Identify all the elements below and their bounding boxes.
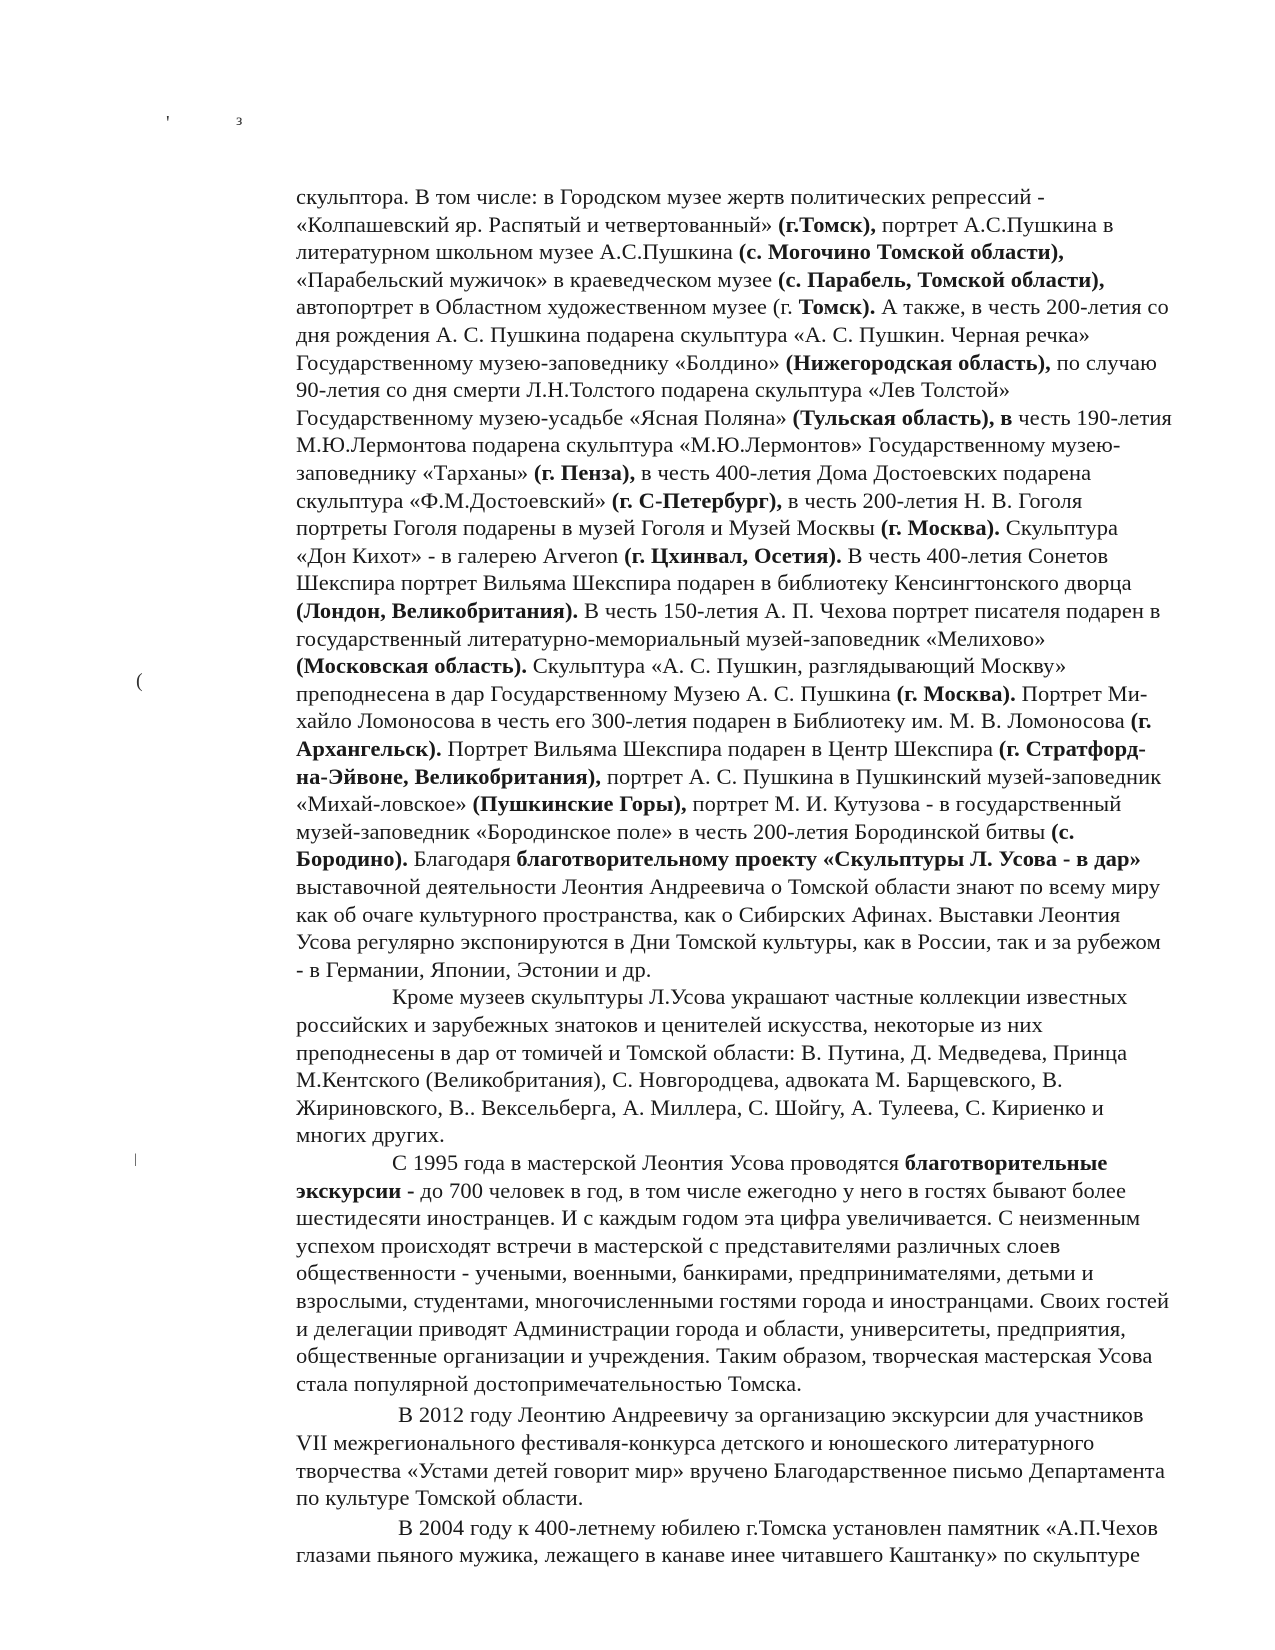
text: шестидесяти иностранцев. И с каждым годом эта цифра увеличивается. С неизменным xyxy=(296,1205,1141,1231)
bold-text: (г. Москва). xyxy=(896,680,1016,706)
text: В честь 400-летия Сонетов xyxy=(841,542,1109,568)
bold-text: (Пушкинские Горы), xyxy=(472,791,687,817)
bold-text: Томск). xyxy=(798,294,876,320)
text: музей-заповедник «Бородинское поле» в честь 200-летия Бородинской битвы xyxy=(296,818,1052,844)
text: и делегации приводят Администрации города и области, университеты, предприятия, xyxy=(296,1315,1126,1341)
text: скульптора. В том числе: в Городском музее жертв политических репрессий - xyxy=(296,184,1045,209)
document-line xyxy=(296,513,1118,542)
document-line xyxy=(296,872,1160,901)
bold-text: (с. Могочино Томской области), xyxy=(738,239,1065,265)
bold-text: (Нижегородская область), xyxy=(785,349,1051,375)
bold-text: (г. Пенза), xyxy=(533,460,636,485)
text: в честь 400-летия Дома Достоевских подарена xyxy=(635,460,1092,485)
document-line xyxy=(296,486,1082,515)
document-line xyxy=(296,430,1121,459)
bold-text: (г. xyxy=(1130,708,1152,734)
document-line xyxy=(296,1483,584,1512)
bold-text: (с. Парабель, Томской области), xyxy=(777,266,1105,292)
text: дня рождения А. С. Пушкина подарена скульптура «А. С. Пушкин. Черная речка» xyxy=(296,322,1090,347)
bold-text: (г. С-Петербург), xyxy=(611,487,783,513)
document-line xyxy=(296,624,1046,653)
bold-text: на-Эйвоне, Великобритания), xyxy=(296,763,602,789)
document-line xyxy=(296,900,1120,929)
text: Шекспира портрет Вильяма Шекспира подарен в библиотеку Кенсингтонского дворца xyxy=(296,570,1132,596)
text: заповеднику «Тарханы» xyxy=(296,460,534,485)
document-line xyxy=(296,1314,1126,1343)
text: Усова регулярно экспонируются в Дни Томской культуры, как в России, так и за рубежом xyxy=(296,929,1161,955)
bold-text: (Тульская область), в xyxy=(792,404,1013,430)
text: Благодаря xyxy=(407,846,517,872)
text: до 700 человек в год, в том числе ежегодно у него в гостях бывают более xyxy=(414,1177,1127,1203)
text: С 1995 года в мастерской Леонтия Усова проводятся xyxy=(392,1150,905,1175)
text: общественности - учеными, военными, банкирами, предпринимателями, детьми и xyxy=(296,1260,1094,1286)
text: российских и зарубежных знатоков и ценителей искусства, некоторые из них xyxy=(296,1012,1043,1037)
text: М.Ю.Лермонтова подарена скульптура «М.Ю.Лермонтов» Государственному музею- xyxy=(296,432,1121,458)
text: автопортрет в Областном художественном музее (г. xyxy=(296,294,799,320)
text: Скульптура «А. С. Пушкин, разглядывающий Москву» xyxy=(527,653,1067,679)
document-line xyxy=(296,844,1141,873)
document-line xyxy=(296,237,1064,266)
text: выставочной деятельности Леонтия Андреевича о Томской области знают по всему миру xyxy=(296,874,1161,899)
document-line xyxy=(296,762,1161,791)
text: Портрет Ми- xyxy=(1015,680,1148,706)
document-text-body xyxy=(296,182,1275,1650)
text: портреты Гоголя подарены в музей Гоголя и Музей Москвы xyxy=(296,515,881,541)
text: общественные организации и учреждения. Таким образом, творческая мастерская Усова xyxy=(296,1343,1153,1369)
text: «Михай-ловское» xyxy=(296,791,473,817)
bold-text: Бородино). xyxy=(296,846,408,872)
text: - в Германии, Японии, Эстонии и др. xyxy=(296,956,652,982)
document-line xyxy=(296,1428,1094,1457)
bold-text: (г. Цхинвал, Осетия). xyxy=(624,542,842,568)
bold-text: благотворительные xyxy=(904,1150,1108,1175)
document-line xyxy=(296,1231,1060,1260)
document-line xyxy=(296,596,1161,625)
document-line xyxy=(296,1286,1169,1315)
text: Портрет Вильяма Шекспира подарен в Центр Шекспира xyxy=(441,736,999,761)
text: по культуре Томской области. xyxy=(296,1485,584,1511)
text: А также, в честь 200-летия со xyxy=(875,294,1169,320)
text: как об очаге культурного пространства, как о Сибирских Афинах. Выставки Леонтия xyxy=(296,901,1121,927)
document-line xyxy=(296,265,1105,294)
document-line xyxy=(296,1120,445,1149)
bold-text: (с. xyxy=(1051,818,1075,844)
text: успехом происходят встречи в мастерской с представителями различных слоев xyxy=(296,1232,1061,1258)
text: Государственному музею-усадьбе «Ясная Поляна» xyxy=(296,404,793,430)
text: портрет А.С.Пушкина в xyxy=(876,211,1114,237)
text: В 2012 году Леонтию Андреевичу за организацию экскурсии для участников xyxy=(398,1402,1144,1428)
document-line xyxy=(296,927,1161,956)
document-line xyxy=(296,348,1157,377)
text: В 2004 году к 400-летнему юбилею г.Томска установлен памятник «А.П.Чехов xyxy=(398,1514,1159,1540)
text: преподнесены в дар от томичей и Томской области: В. Путина, Д. Медведева, Принца xyxy=(296,1039,1128,1065)
bold-text: (г. Москва). xyxy=(880,515,1000,541)
document-line xyxy=(296,1341,1152,1370)
text: портрет М. И. Кутузова - в государственный xyxy=(686,791,1122,817)
text: скульптура «Ф.М.Достоевский» xyxy=(296,487,612,513)
document-line xyxy=(296,817,1075,846)
text: Жириновского, В.. Вексельберга, А. Миллера, С. Шойгу, А. Тулеева, С. Кириенко и xyxy=(296,1094,1104,1120)
text: М.Кентского (Великобритания), С. Новгородцева, адвоката М. Барщевского, В. xyxy=(296,1067,1063,1093)
text: портрет А. С. Пушкина в Пушкинский музей-заповедник xyxy=(601,763,1162,789)
document-line xyxy=(296,1010,1043,1039)
document-line xyxy=(296,734,1146,763)
document-line xyxy=(296,403,1172,432)
text: преподнесена в дар Государственному Музею А. С. Пушкина xyxy=(296,680,897,706)
document-line xyxy=(296,1176,1126,1205)
text: по случаю xyxy=(1050,349,1158,375)
document-line xyxy=(296,210,1114,239)
text: литературном школьном музее А.С.Пушкина xyxy=(296,239,739,265)
text: Скульптура xyxy=(999,515,1119,541)
text: хайло Ломоносова в честь его 300-летия подарен в Библиотеку им. М. В. Ломоносова xyxy=(296,708,1131,734)
text: «Парабельский мужичок» в краеведческом музее xyxy=(296,266,778,292)
text: Государственному музею-заповеднику «Болдино» xyxy=(296,349,786,375)
document-line xyxy=(296,320,1090,349)
bold-text: экскурсии - xyxy=(296,1177,415,1203)
document-line xyxy=(296,568,1132,597)
text: «Колпашевский яр. Распятый и четвертованный» xyxy=(296,211,779,237)
text: государственный литературно-мемориальный музей-заповедник «Мелихово» xyxy=(296,625,1046,651)
document-line xyxy=(296,955,652,984)
text: Кроме музеев скульптуры Л.Усова украшают частные коллекции известных xyxy=(392,984,1128,1010)
document-line xyxy=(296,1540,1140,1569)
text: стала популярной достопримечательностью Томска. xyxy=(296,1370,802,1396)
text: 90-летия со дня смерти Л.Н.Толстого подарена скульптура «Лев Толстой» xyxy=(296,377,1011,403)
document-line xyxy=(296,706,1152,735)
text: многих других. xyxy=(296,1122,445,1148)
text: глазами пьяного мужика, лежащего в канаве инее читавшего Каштанку» по скульптуре xyxy=(296,1542,1141,1568)
document-line xyxy=(296,1258,1094,1287)
document-line xyxy=(296,651,1066,680)
text: «Дон Кихот» - в галерею Arveron xyxy=(296,542,625,568)
margin-mark: ( xyxy=(136,670,143,692)
document-line xyxy=(296,182,1045,211)
document-line xyxy=(296,1456,1165,1485)
text: взрослыми, студентами, многочисленными гостями города и иностранцами. Своих гостей xyxy=(296,1288,1170,1313)
text: честь 190-летия xyxy=(1012,404,1173,430)
margin-mark: | xyxy=(134,1152,137,1167)
document-line xyxy=(296,541,1108,570)
margin-mark: з xyxy=(236,112,243,129)
document-line xyxy=(296,1093,1104,1122)
document-line xyxy=(296,1065,1063,1094)
document-line xyxy=(296,1369,802,1398)
document-line xyxy=(296,458,1091,487)
text: творчества «Устами детей говорит мир» вручено Благодарственное письмо Департамента xyxy=(296,1457,1166,1483)
document-line xyxy=(392,982,1127,1011)
bold-text: Архангельск). xyxy=(296,736,442,761)
text: В честь 150-летия А. П. Чехова портрет писателя подарен в xyxy=(578,598,1161,623)
document-line xyxy=(296,789,1121,818)
bold-text: (г. Стратфорд- xyxy=(998,736,1147,761)
document-line xyxy=(392,1148,1108,1177)
document-line xyxy=(296,679,1148,708)
bold-text: (г.Томск), xyxy=(778,211,877,237)
document-line xyxy=(296,1038,1127,1067)
document-line xyxy=(296,1203,1140,1232)
bold-text: (Лондон, Великобритания). xyxy=(296,598,579,623)
text: в честь 200-летия Н. В. Гоголя xyxy=(782,487,1083,513)
bold-text: (Московская область). xyxy=(296,653,528,679)
document-line xyxy=(296,292,1169,321)
bold-text: благотворительному проекту «Скульптуры Л. Усова - в дар» xyxy=(516,846,1141,872)
margin-mark: ' xyxy=(166,112,170,134)
document-line xyxy=(296,375,1010,404)
text: VII межрегионального фестиваля-конкурса детского и юношеского литературного xyxy=(296,1430,1095,1455)
document-line xyxy=(398,1513,1158,1542)
document-line xyxy=(398,1400,1144,1429)
